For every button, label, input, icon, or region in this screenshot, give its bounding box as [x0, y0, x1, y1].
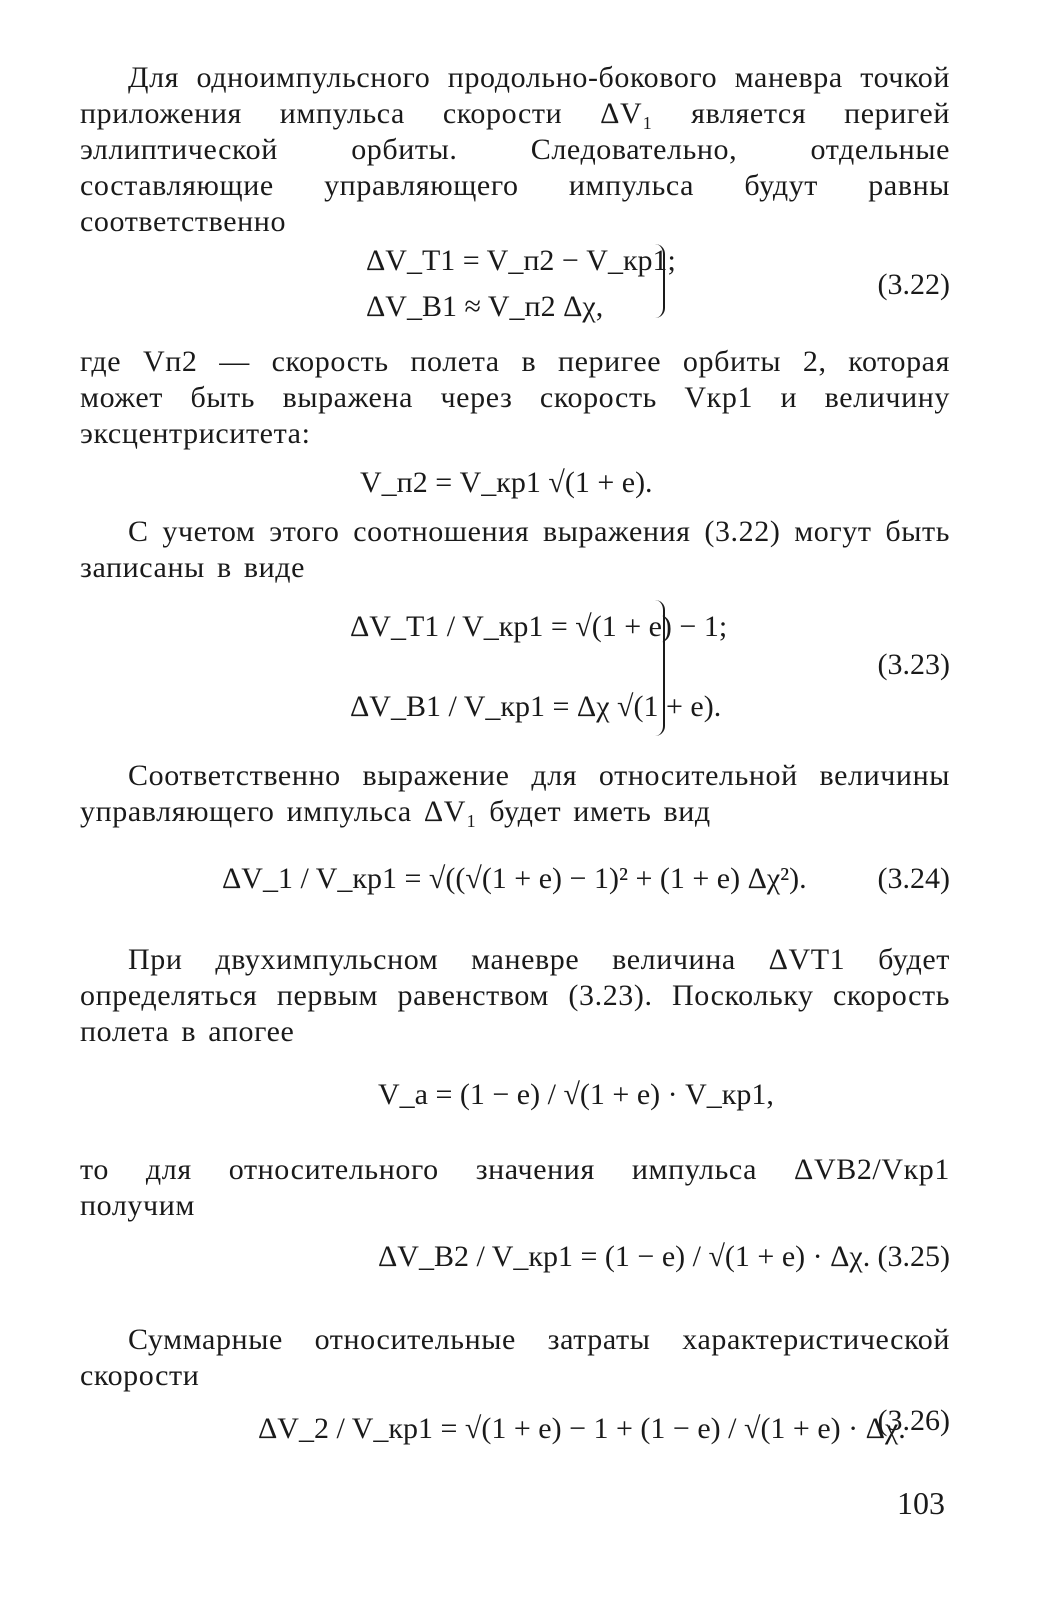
page-number: 103: [897, 1485, 945, 1521]
eq-va: V_а = (1 − e) / √(1 + e) · V_кр1,: [378, 1078, 774, 1111]
eq-vp2: V_п2 = V_кр1 √(1 + e).: [360, 466, 653, 499]
eq-3-25-label: (3.25): [877, 1240, 950, 1273]
paragraph-6: то для относительного значения импульса ΔVB2/Vкр1 получим: [80, 1153, 950, 1222]
paragraph-4: Соответственно выражение для относительной величины управляющего импульса ΔV₁ будет иметь вид: [80, 759, 950, 828]
eq-3-23-line-1: ΔV_T1 / V_кр1 = √(1 + e) − 1;: [350, 610, 728, 643]
paragraph-1: Для одноимпульсного продольно-бокового маневра точкой приложения импульса скорости ΔV₁ является перигей эллиптической орбиты. Следовательно, отдельные составляющие управляющего импульса будут равны соответственно: [80, 61, 950, 238]
eq-3-26-label: (3.26): [877, 1404, 950, 1437]
eq-3-22-label: (3.22): [877, 268, 950, 301]
eq-3-23-brace: [655, 600, 665, 736]
eq-3-23-label: (3.23): [877, 648, 950, 681]
paragraph-7: Суммарные относительные затраты характеристической скорости: [80, 1323, 950, 1392]
paragraph-5: При двухимпульсном маневре величина ΔVT1 будет определяться первым равенством (3.23). Поскольку скорость полета в апогее: [80, 943, 950, 1048]
eq-3-24: ΔV_1 / V_кр1 = √((√(1 + e) − 1)² + (1 + e) Δχ²).: [222, 862, 807, 895]
eq-3-22-line-1: ΔV_T1 = V_п2 − V_кр1;: [366, 244, 676, 277]
eq-3-23-line-2: ΔV_B1 / V_кр1 = Δχ √(1 + e).: [350, 690, 722, 723]
eq-3-22-brace: [655, 244, 665, 318]
eq-3-25: ΔV_B2 / V_кр1 = (1 − e) / √(1 + e) · Δχ.: [378, 1240, 871, 1273]
paragraph-2: где Vп2 — скорость полета в перигее орбиты 2, которая может быть выражена через скорость Vкр1 и величину эксцентриситета:: [80, 345, 950, 450]
eq-3-26: ΔV_2 / V_кр1 = √(1 + e) − 1 + (1 − e) / √(1 + e) · Δχ.: [258, 1412, 906, 1445]
eq-3-22-line-2: ΔV_B1 ≈ V_п2 Δχ,: [366, 290, 604, 323]
eq-3-24-label: (3.24): [877, 862, 950, 895]
paragraph-3: С учетом этого соотношения выражения (3.22) могут быть записаны в виде: [80, 515, 950, 584]
